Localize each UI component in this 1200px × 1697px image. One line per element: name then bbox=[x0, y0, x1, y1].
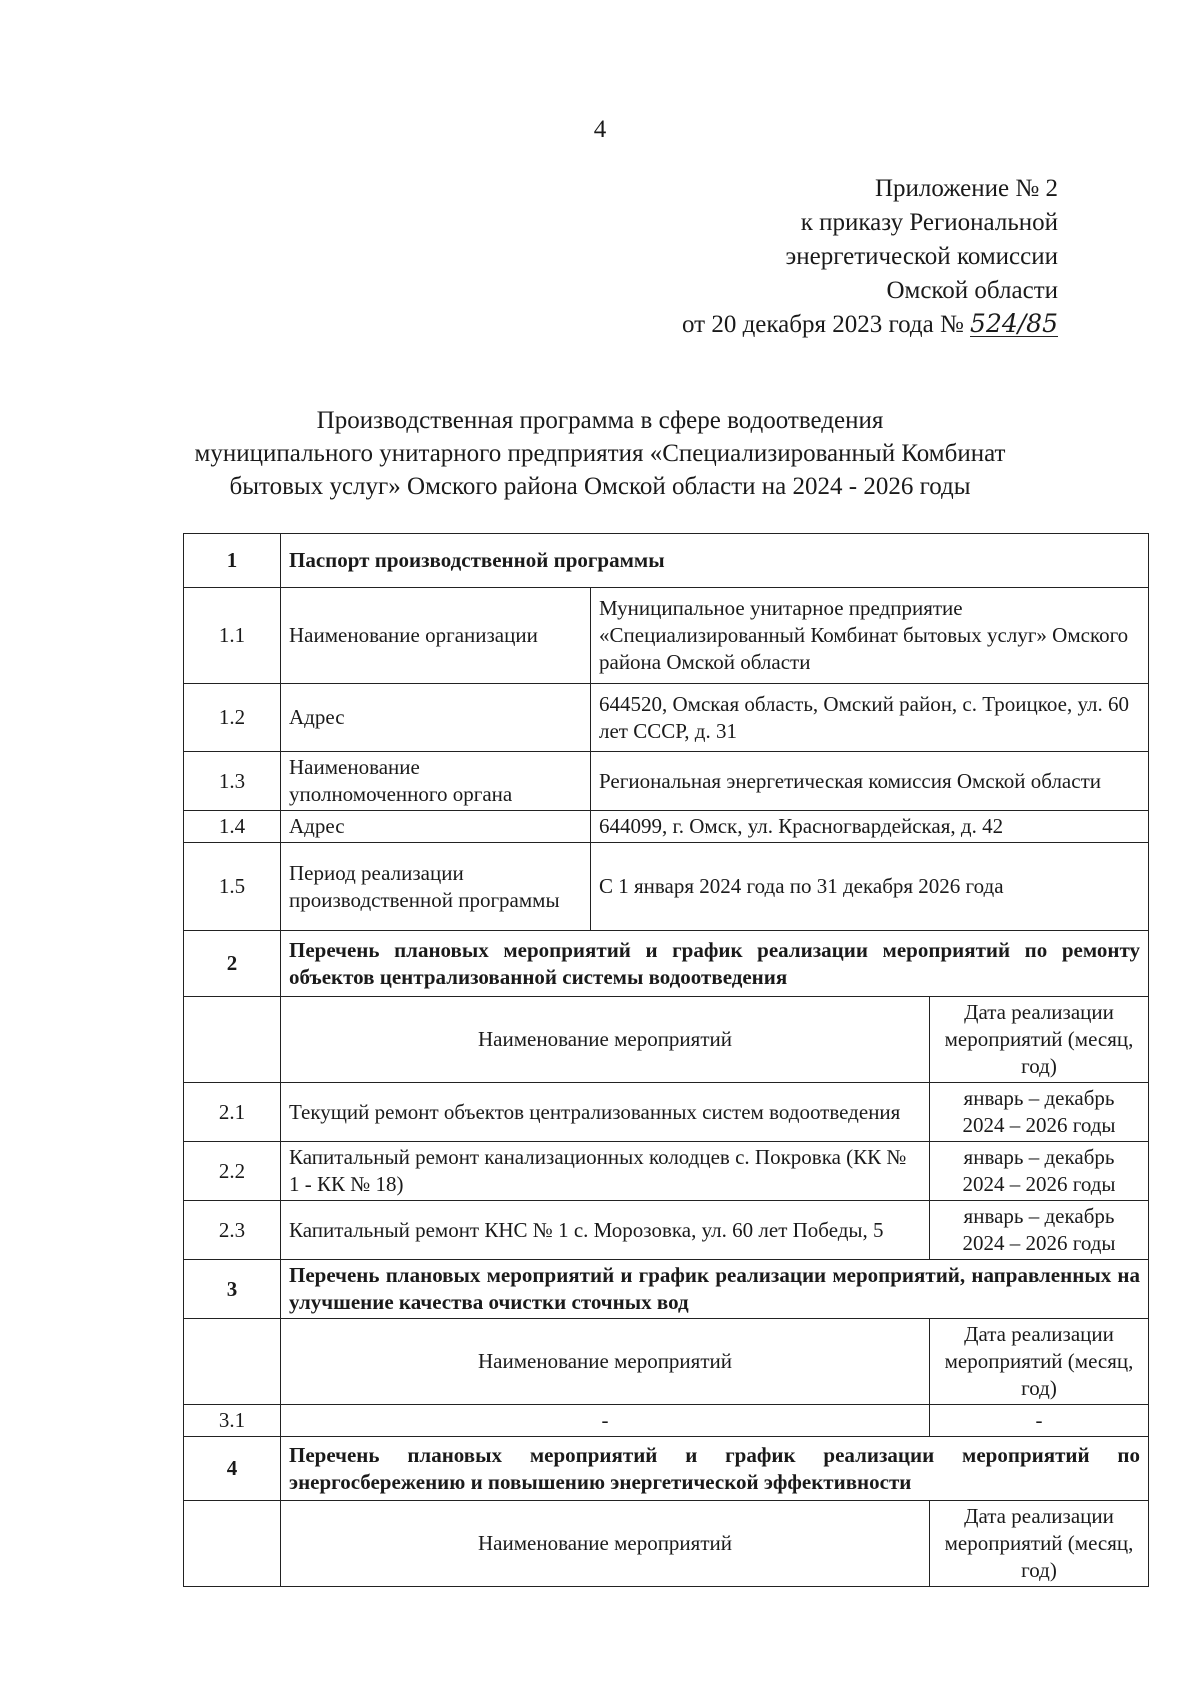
column-header-date: Дата реализации мероприятий (месяц, год) bbox=[930, 1319, 1149, 1405]
appendix-line-2: к приказу Региональной bbox=[800, 209, 1058, 236]
table-row bbox=[184, 1083, 1149, 1142]
date-months: январь – декабрь bbox=[963, 1086, 1115, 1110]
appendix-line-4: Омской области bbox=[886, 277, 1058, 304]
row-value: Региональная энергетическая комиссия Омской области bbox=[591, 752, 1149, 811]
date-years: 2024 – 2026 годы bbox=[962, 1113, 1116, 1137]
table-row bbox=[184, 752, 1149, 811]
table-row bbox=[184, 1201, 1149, 1260]
row-number: 1.4 bbox=[184, 811, 281, 843]
appendix-line-3: энергетической комиссии bbox=[785, 243, 1058, 270]
section-number: 1 bbox=[184, 534, 281, 588]
empty-cell bbox=[184, 1501, 281, 1587]
empty-cell bbox=[184, 997, 281, 1083]
row-number: 1.5 bbox=[184, 843, 281, 931]
date-months: январь – декабрь bbox=[963, 1145, 1115, 1169]
row-value: 644099, г. Омск, ул. Красногвардейская, д. 42 bbox=[591, 811, 1149, 843]
table-row bbox=[184, 1405, 1149, 1437]
table-row bbox=[184, 811, 1149, 843]
column-header-name: Наименование мероприятий bbox=[281, 1501, 930, 1587]
row-value: С 1 января 2024 года по 31 декабря 2026 года bbox=[591, 843, 1149, 931]
date-years: 2024 – 2026 годы bbox=[962, 1172, 1116, 1196]
section-3-row bbox=[184, 1260, 1149, 1319]
table-row bbox=[184, 684, 1149, 752]
document-title bbox=[120, 404, 1080, 503]
page-number: 4 bbox=[593, 116, 607, 143]
table-header-row bbox=[184, 997, 1149, 1083]
section-4-row bbox=[184, 1437, 1149, 1501]
table-row bbox=[184, 1142, 1149, 1201]
row-value: 644520, Омская область, Омский район, с. Троицкое, ул. 60 лет СССР, д. 31 bbox=[591, 684, 1149, 752]
column-header-date: Дата реализации мероприятий (месяц, год) bbox=[930, 997, 1149, 1083]
row-name: Текущий ремонт объектов централизованных систем водоотведения bbox=[281, 1083, 930, 1142]
table-header-row bbox=[184, 1319, 1149, 1405]
date-years: 2024 – 2026 годы bbox=[962, 1231, 1116, 1255]
row-name: - bbox=[281, 1405, 930, 1437]
empty-cell bbox=[184, 1319, 281, 1405]
section-title: Перечень плановых мероприятий и график реализации мероприятий, направленных на улучшение качества очистки сточных вод bbox=[281, 1260, 1149, 1319]
appendix-block bbox=[682, 172, 1058, 342]
row-date bbox=[930, 1142, 1149, 1201]
section-number: 3 bbox=[184, 1260, 281, 1319]
row-label: Наименование организации bbox=[281, 588, 591, 684]
row-date bbox=[930, 1201, 1149, 1260]
section-number: 2 bbox=[184, 931, 281, 997]
row-number: 1.3 bbox=[184, 752, 281, 811]
row-date: - bbox=[930, 1405, 1149, 1437]
row-name: Капитальный ремонт канализационных колодцев с. Покровка (КК № 1 - КК № 18) bbox=[281, 1142, 930, 1201]
production-program-table bbox=[183, 533, 1149, 1587]
row-name: Капитальный ремонт КНС № 1 с. Морозовка, ул. 60 лет Победы, 5 bbox=[281, 1201, 930, 1260]
column-header-name: Наименование мероприятий bbox=[281, 997, 930, 1083]
title-line-3: бытовых услуг» Омского района Омской области на 2024 - 2026 годы bbox=[229, 473, 971, 500]
date-months: январь – декабрь bbox=[963, 1204, 1115, 1228]
row-number: 1.2 bbox=[184, 684, 281, 752]
row-label: Адрес bbox=[281, 811, 591, 843]
table-row bbox=[184, 843, 1149, 931]
section-title: Перечень плановых мероприятий и график реализации мероприятий по ремонту объектов централизованной системы водоотведения bbox=[281, 931, 1149, 997]
row-value: Муниципальное унитарное предприятие «Специализированный Комбинат бытовых услуг» Омского района Омской области bbox=[591, 588, 1149, 684]
row-label: Период реализации производственной программы bbox=[281, 843, 591, 931]
row-number: 3.1 bbox=[184, 1405, 281, 1437]
section-number: 4 bbox=[184, 1437, 281, 1501]
section-2-row bbox=[184, 931, 1149, 997]
handwritten-order-number: 524/85 bbox=[970, 309, 1058, 338]
appendix-line-5 bbox=[682, 308, 1058, 342]
row-number: 1.1 bbox=[184, 588, 281, 684]
row-label: Наименование уполномоченного органа bbox=[281, 752, 591, 811]
table-row bbox=[184, 588, 1149, 684]
section-title: Паспорт производственной программы bbox=[281, 534, 1149, 588]
row-number: 2.1 bbox=[184, 1083, 281, 1142]
row-date bbox=[930, 1083, 1149, 1142]
column-header-date: Дата реализации мероприятий (месяц, год) bbox=[930, 1501, 1149, 1587]
row-label: Адрес bbox=[281, 684, 591, 752]
row-number: 2.3 bbox=[184, 1201, 281, 1260]
title-line-2: муниципального унитарного предприятия «Специализированный Комбинат bbox=[194, 440, 1006, 467]
row-number: 2.2 bbox=[184, 1142, 281, 1201]
section-title: Перечень плановых мероприятий и график реализации мероприятий по энергосбережению и повышению энергетической эффективности bbox=[281, 1437, 1149, 1501]
column-header-name: Наименование мероприятий bbox=[281, 1319, 930, 1405]
order-date: от 20 декабря 2023 года № bbox=[681, 311, 964, 338]
table-header-row bbox=[184, 1501, 1149, 1587]
appendix-line-1: Приложение № 2 bbox=[874, 175, 1058, 202]
title-line-1: Производственная программа в сфере водоотведения bbox=[316, 407, 884, 434]
section-1-row bbox=[184, 534, 1149, 588]
